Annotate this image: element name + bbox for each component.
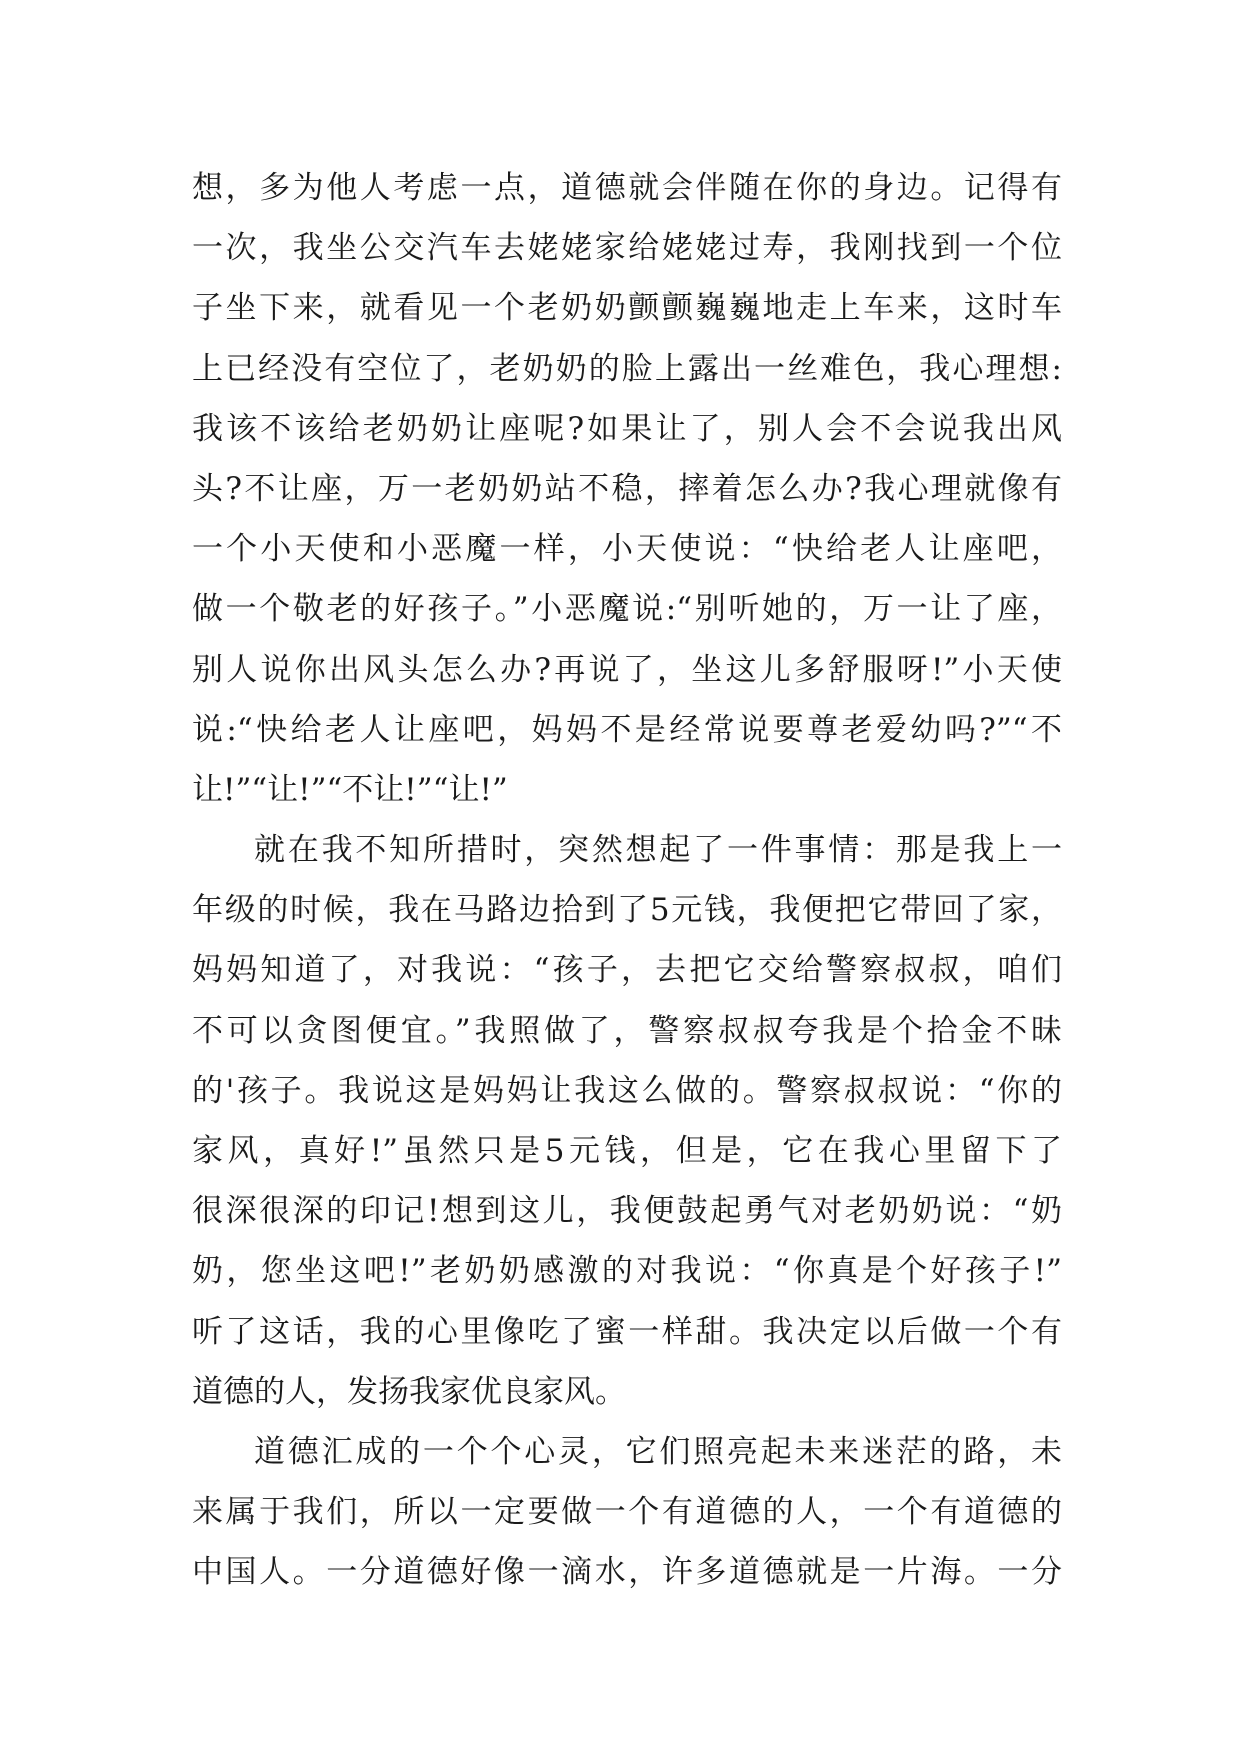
text-line: 很深很深的印记!想到这儿，我便鼓起勇气对老奶奶说：“奶 [192, 1193, 1062, 1230]
paragraph-start-line: 就在我不知所措时，突然想起了一件事情：那是我上一 [254, 832, 1062, 869]
text-line: 一次，我坐公交汽车去姥姥家给姥姥过寿，我刚找到一个位 [192, 230, 1062, 267]
body-text [192, 158, 1062, 1603]
text-line: 年级的时候，我在马路边拾到了5元钱，我便把它带回了家， [192, 892, 1062, 929]
text-line: 奶，您坐这吧!”老奶奶感激的对我说：“你真是个好孩子!” [192, 1253, 1062, 1290]
text-line: 道德的人，发扬我家优良家风。 [192, 1373, 626, 1410]
text-line: 听了这话，我的心里像吃了蜜一样甜。我决定以后做一个有 [192, 1313, 1062, 1350]
text-line: 的'孩子。我说这是妈妈让我这么做的。警察叔叔说：“你的 [192, 1072, 1062, 1109]
text-line: 头?不让座，万一老奶奶站不稳，摔着怎么办?我心理就像有 [192, 470, 1062, 507]
text-line: 子坐下来，就看见一个老奶奶颤颤巍巍地走上车来，这时车 [192, 290, 1062, 327]
text-line: 做一个敬老的好孩子。”小恶魔说:“别听她的，万一让了座， [192, 591, 1062, 628]
text-line: 我该不该给老奶奶让座呢?如果让了，别人会不会说我出风 [192, 410, 1062, 447]
text-line: 妈妈知道了，对我说：“孩子，去把它交给警察叔叔，咱们 [192, 952, 1062, 989]
text-line: 不可以贪图便宜。”我照做了，警察叔叔夸我是个拾金不昧 [192, 1012, 1062, 1049]
text-line: 一个小天使和小恶魔一样，小天使说：“快给老人让座吧， [192, 531, 1062, 568]
text-line: 中国人。一分道德好像一滴水，许多道德就是一片海。一分 [192, 1554, 1062, 1591]
text-line: 想，多为他人考虑一点，道德就会伴随在你的身边。记得有 [192, 170, 1062, 206]
text-line: 让!”“让!”“不让!”“让!” [192, 771, 508, 808]
text-line: 家风，真好!”虽然只是5元钱，但是，它在我心里留下了 [192, 1133, 1062, 1169]
text-line: 别人说你出风头怎么办?再说了，坐这儿多舒服呀!”小天使 [192, 651, 1062, 688]
text-line: 来属于我们，所以一定要做一个有道德的人，一个有道德的 [192, 1494, 1062, 1531]
text-line: 上已经没有空位了，老奶奶的脸上露出一丝难色，我心理想: [192, 350, 1062, 387]
paragraph-start-line: 道德汇成的一个个心灵，它们照亮起未来迷茫的路，未 [254, 1433, 1062, 1470]
text-line: 说:“快给老人让座吧，妈妈不是经常说要尊老爱幼吗?”“不 [192, 711, 1062, 748]
